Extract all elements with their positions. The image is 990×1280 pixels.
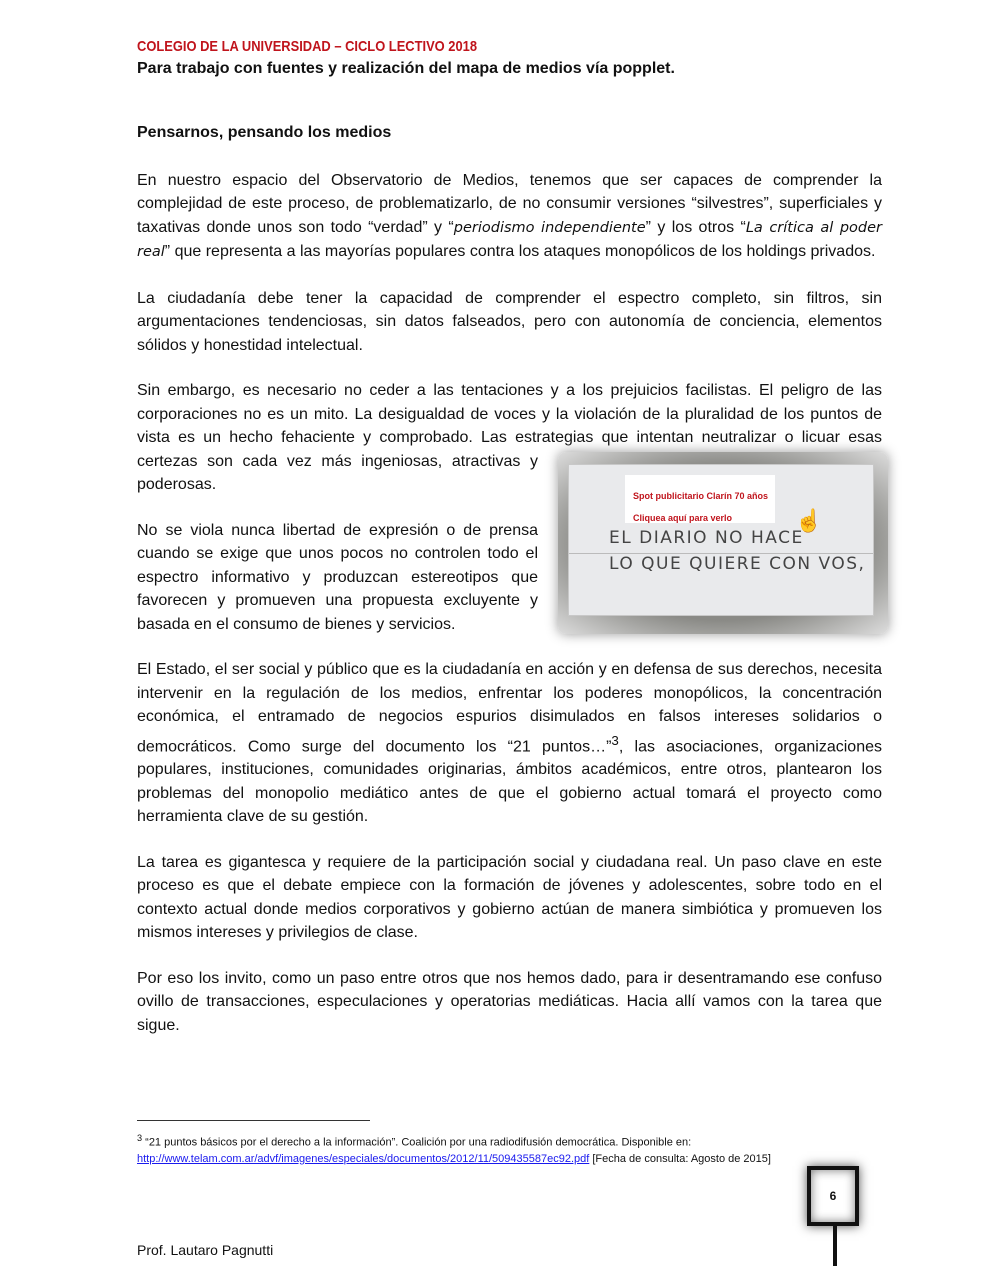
italic-phrase: La crítica al poder real — [137, 219, 882, 260]
document-subtitle: Para trabajo con fuentes y realización del mapa de medios vía popplet. — [137, 60, 675, 77]
paragraph-4: No se viola nunca libertad de expresión o de prensa cuando se exige que unos pocos no controlen todo el espectro informativo y produzcan estereotipos que favorecen y promueven una propuesta excluyente y basada en el consumo de bienes y servicios. — [137, 521, 538, 633]
paragraph-3-start: Sin embargo, es necesario no ceder a las tentaciones y a los prejuicios facilistas. El peligro de las corporaciones no es un mito. La desigualdad de voces y la violación de la pluralidad de los puntos de vista es un hecho fehaciente y comprobado. Las estrategias que intentan neutralizar o licuar esas — [137, 382, 882, 446]
italic-phrase: periodismo independiente — [453, 219, 646, 236]
video-link-popup[interactable] — [625, 475, 823, 533]
paragraph-5 — [137, 658, 882, 829]
text: En nuestro espacio del Observatorio de Medios, tenemos que ser capaces de comprender la complejidad de este proceso, de problematizarlo, de no consumir versiones “silvestres”, superficiales y taxativas donde unos son todo “verdad” y “ — [137, 171, 882, 236]
text: ” que representa a las mayorías populares contra los ataques monopólicos de los holdings privados. — [164, 243, 876, 260]
footnote-link[interactable]: http://www.telam.com.ar/advf/imagenes/especiales/documentos/2012/11/509435587ec92.pdf — [137, 1152, 590, 1165]
figure-wrap — [137, 450, 882, 637]
clarin-ad-image[interactable] — [558, 452, 888, 634]
text: El Estado, el ser social y público que es la ciudadanía en acción y en defensa de sus derechos, necesita intervenir en la regulación de los medios, enfrentar los poderes monopólicos, la concentración económica, el entramado de negocios espurios disimulados en falsos intereses solidarios o democráticos. Como surge del documento los “21 puntos…” — [137, 661, 882, 755]
popup-cta: Cliquea aquí para verlo — [633, 512, 733, 523]
author-footer: Prof. Lautaro Pagnutti — [137, 1242, 274, 1258]
hand-pointer-icon: ☝ — [795, 507, 823, 533]
footnote-date: [Fecha de consulta: Agosto de 2015] — [589, 1152, 771, 1165]
sign-post — [833, 1226, 837, 1266]
sign-text-2: LO QUE QUIERE CON VOS, — [609, 553, 866, 574]
page-number: 6 — [829, 1189, 837, 1203]
text: , las asociaciones, organizaciones populares, instituciones, comunidades originarias, ámbitos académicos, entre otros, plantearon los problemas del monopolio mediático antes de que el gobierno actual tomará el proyecto como herramienta clave de su gestión. — [137, 737, 882, 826]
text: ” y los otros “ — [645, 218, 746, 236]
footnote-separator — [137, 1120, 370, 1121]
page-number-sign — [807, 1166, 859, 1226]
footnote-number: 3 — [137, 1133, 143, 1143]
footnote — [137, 1130, 897, 1167]
school-header: COLEGIO DE LA UNIVERSIDAD – CICLO LECTIVO 2018 — [137, 38, 477, 55]
document-body — [137, 121, 882, 1059]
paragraph-6: La tarea es gigantesca y requiere de la participación social y ciudadana real. Un paso clave en este proceso es que el debate empiece con la formación de jóvenes y adolescentes, sobre todo en el contexto actual donde medios corporativos y gobierno actúan de manera simbiótica y promueven los mismos intereses y privilegios de clase. — [137, 853, 882, 942]
section-title: Pensarnos, pensando los medios — [137, 124, 392, 141]
paragraph-1 — [137, 169, 882, 265]
popup-title: Spot publicitario Clarín 70 años — [633, 490, 769, 501]
footnote-text: “21 puntos básicos por el derecho a la información”. Coalición por una radiodifusión democrática. Disponible en: — [145, 1136, 692, 1149]
sign-board — [568, 464, 874, 616]
sign-text-1: EL DIARIO NO HACE — [609, 527, 804, 548]
paragraph-7: Por eso los invito, como un paso entre otros que nos hemos dado, para ir desentramando ese confuso ovillo de transacciones, especulaciones y operatorias mediáticas. Hacia allí vamos con la tarea que sigue. — [137, 969, 882, 1034]
footnote-ref[interactable]: 3 — [611, 732, 619, 748]
paragraph-3-end: certezas son cada vez más ingeniosas, atractivas y poderosas. — [137, 452, 538, 493]
paragraph-2: La ciudadanía debe tener la capacidad de comprender el espectro completo, sin filtros, sin argumentaciones tendenciosas, sin datos falseados, pero con autonomía de conciencia, elementos sólidos y honestidad intelectual. — [137, 289, 882, 354]
